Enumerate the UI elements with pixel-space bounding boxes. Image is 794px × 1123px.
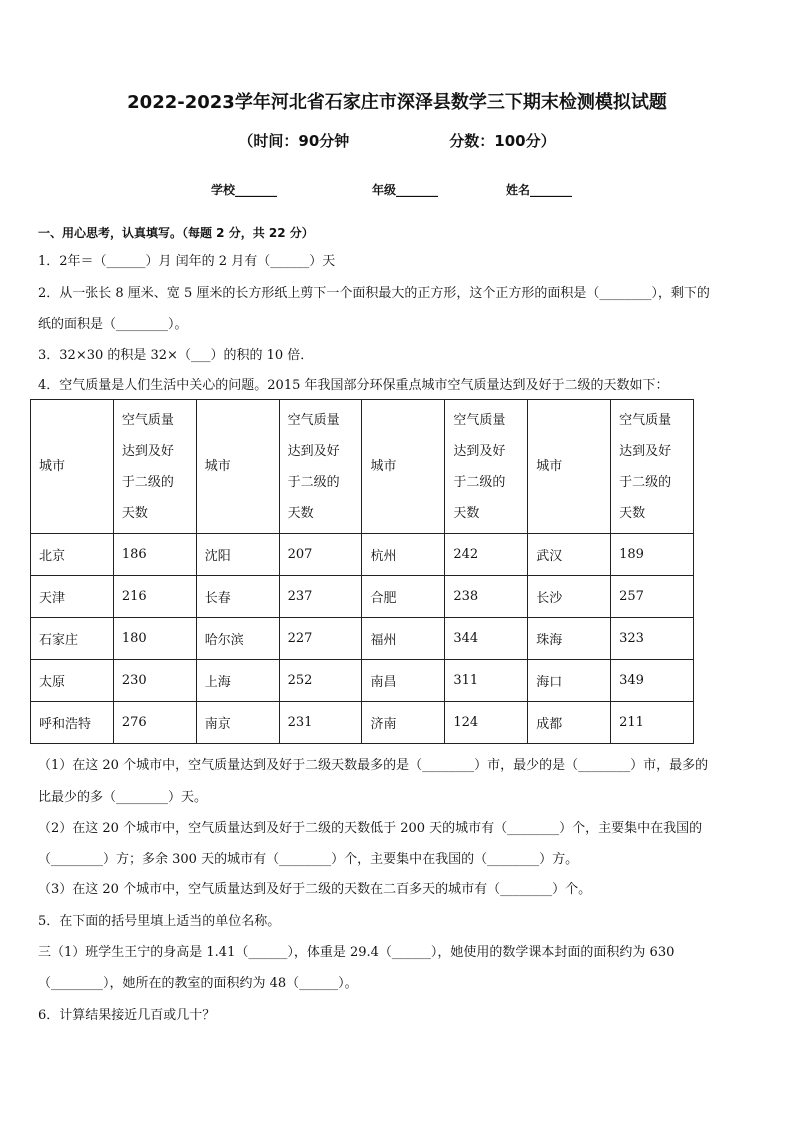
days-cell: 237 (279, 576, 362, 618)
question-1: 1．2年＝（______）月 闰年的 2 月有（______）天 (38, 254, 336, 269)
page-title: 2022-2023学年河北省石家庄市深泽县数学三下期末检测模拟试题 (127, 92, 667, 113)
table-row (31, 618, 694, 660)
city-cell: 北京 (31, 534, 114, 576)
days-cell: 349 (611, 660, 694, 702)
question-4-part-1: （1）在这 20 个城市中，空气质量达到及好于二级天数最多的是（________）市，最少的是（________）市，最多的 (38, 758, 709, 773)
header-days-line: 天数 (287, 505, 314, 521)
header-days-line: 达到及好 (121, 443, 174, 459)
city-cell: 太原 (31, 660, 114, 702)
header-days (279, 400, 362, 534)
header-days-line: 达到及好 (619, 443, 672, 459)
days-cell: 230 (113, 660, 196, 702)
exam-score: 分数：100分） (449, 132, 556, 150)
city-cell: 哈尔滨 (196, 618, 279, 660)
days-cell: 257 (611, 576, 694, 618)
header-city: 城市 (31, 400, 114, 534)
header-days (611, 400, 694, 534)
days-cell: 124 (445, 702, 528, 744)
city-cell: 济南 (362, 702, 445, 744)
grade-field[interactable]: 年级_______ (372, 183, 439, 197)
days-cell: 216 (113, 576, 196, 618)
days-cell: 186 (113, 534, 196, 576)
header-days-line: 达到及好 (287, 443, 340, 459)
question-2-cont: 纸的面积是（________）。 (38, 317, 188, 332)
header-days-line: 天数 (619, 505, 646, 521)
header-city: 城市 (362, 400, 445, 534)
question-3: 3．32×30 的积是 32×（___）的积的 10 倍． (38, 348, 314, 363)
header-city: 城市 (196, 400, 279, 534)
header-days (113, 400, 196, 534)
question-2: 2．从一张长 8 厘米、宽 5 厘米的长方形纸上剪下一个面积最大的正方形，这个正方形的面积是（________），剩下的 (38, 286, 710, 301)
days-cell: 323 (611, 618, 694, 660)
table-header-row (31, 400, 694, 534)
header-days-line: 于二级的 (287, 474, 340, 490)
days-cell: 238 (445, 576, 528, 618)
days-cell: 211 (611, 702, 694, 744)
question-5-part-1: 三（1）班学生王宁的身高是 1.41（______），体重是 29.4（______），她使用的数学课本封面的面积约为 630 (38, 945, 675, 960)
city-cell: 石家庄 (31, 618, 114, 660)
days-cell: 242 (445, 534, 528, 576)
exam-info (0, 130, 794, 151)
table-row (31, 702, 694, 744)
table-row (31, 534, 694, 576)
days-cell: 276 (113, 702, 196, 744)
city-cell: 合肥 (362, 576, 445, 618)
days-cell: 231 (279, 702, 362, 744)
header-days-line: 于二级的 (619, 474, 672, 490)
city-cell: 呼和浩特 (31, 702, 114, 744)
exam-time: （时间：90分钟 (238, 132, 350, 150)
question-4-part-2: （2）在这 20 个城市中，空气质量达到及好于二级的天数低于 200 天的城市有（________）个，主要集中在我国的 (38, 821, 703, 836)
days-cell: 311 (445, 660, 528, 702)
days-cell: 344 (445, 618, 528, 660)
section-title: 一、用心思考，认真填写。（每题 2 分，共 22 分） (38, 226, 314, 240)
header-days-line: 于二级的 (453, 474, 506, 490)
header-days-line: 空气质量 (287, 412, 340, 428)
header-days-line: 空气质量 (619, 412, 672, 428)
name-field[interactable]: 姓名_______ (506, 183, 573, 197)
header-days-line: 空气质量 (453, 412, 506, 428)
table-row (31, 576, 694, 618)
city-cell: 武汉 (528, 534, 611, 576)
question-4-part-2-cont: （________）方；多余 300 天的城市有（________）个，主要集中在我国的（________）方。 (38, 852, 579, 867)
city-cell: 南昌 (362, 660, 445, 702)
city-cell: 沈阳 (196, 534, 279, 576)
question-5-part-1-cont: （________），她所在的教室的面积约为 48（______）。 (38, 976, 358, 991)
header-days-line: 空气质量 (121, 412, 174, 428)
city-cell: 上海 (196, 660, 279, 702)
header-days-line: 于二级的 (121, 474, 174, 490)
city-cell: 海口 (528, 660, 611, 702)
city-cell: 南京 (196, 702, 279, 744)
table-row (31, 660, 694, 702)
city-cell: 福州 (362, 618, 445, 660)
days-cell: 189 (611, 534, 694, 576)
days-cell: 252 (279, 660, 362, 702)
question-4-part-1-cont: 比最少的多（________）天。 (38, 790, 208, 805)
question-6: 6．计算结果接近几百或几十？ (38, 1008, 216, 1023)
city-cell: 长沙 (528, 576, 611, 618)
header-days-line: 达到及好 (453, 443, 506, 459)
days-cell: 227 (279, 618, 362, 660)
days-cell: 207 (279, 534, 362, 576)
header-days-line: 天数 (453, 505, 480, 521)
city-cell: 珠海 (528, 618, 611, 660)
city-cell: 成都 (528, 702, 611, 744)
question-4: 4．空气质量是人们生活中关心的问题。2015 年我国部分环保重点城市空气质量达到及好于二级的天数如下： (38, 378, 669, 393)
question-5: 5．在下面的括号里填上适当的单位名称。 (38, 914, 281, 929)
city-cell: 长春 (196, 576, 279, 618)
header-days-line: 天数 (121, 505, 148, 521)
header-city: 城市 (528, 400, 611, 534)
school-field[interactable]: 学校_______ (211, 183, 278, 197)
question-4-part-3: （3）在这 20 个城市中，空气质量达到及好于二级的天数在二百多天的城市有（________）个。 (38, 882, 592, 897)
header-days (445, 400, 528, 534)
city-cell: 天津 (31, 576, 114, 618)
days-cell: 180 (113, 618, 196, 660)
city-cell: 杭州 (362, 534, 445, 576)
air-quality-table (30, 399, 694, 744)
